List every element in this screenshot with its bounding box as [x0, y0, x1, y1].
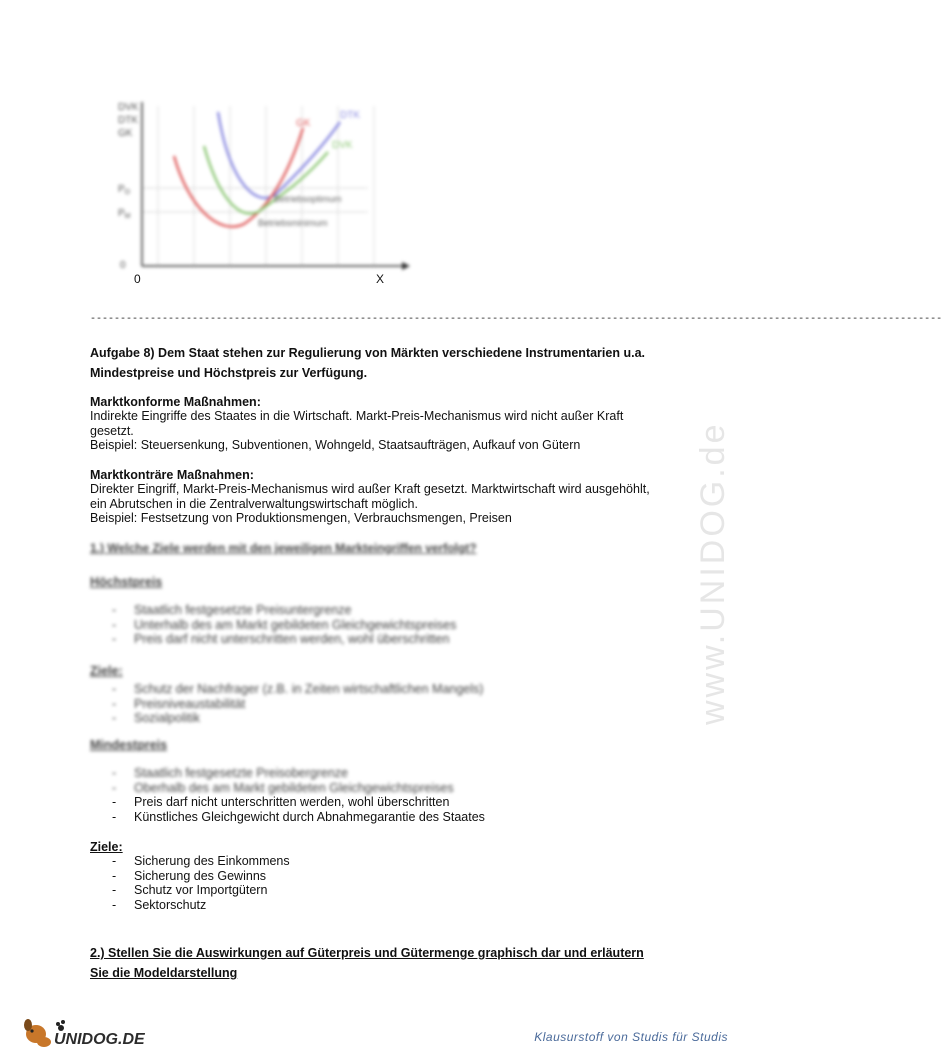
- y-label-dvk: DVK: [118, 102, 139, 113]
- gk-curve-label: GK: [296, 118, 311, 129]
- dog-logo-icon: [22, 1014, 152, 1050]
- ziele-hoechst-heading: Ziele:: [90, 664, 123, 678]
- ziele-mindest-list: [90, 854, 660, 912]
- ziele-mindest-section: [90, 840, 660, 912]
- marktkontraer-heading: Marktkonträre Maßnahmen:: [90, 468, 254, 482]
- unidog-watermark: [694, 270, 734, 730]
- y-label-gk: GK: [118, 128, 133, 139]
- list-item: - Staatlich festgesetzte Preisobergrenze: [90, 766, 660, 781]
- minimum-annotation: Betriebsminimum: [258, 218, 328, 228]
- ziele-hoechst-list: [90, 682, 660, 726]
- hoechstpreis-section: [90, 575, 660, 647]
- list-item: - Preis darf nicht unterschritten werden, wohl überschritten: [90, 795, 660, 810]
- logo-text: UNIDOG.DE: [54, 1031, 145, 1048]
- marktkonform-heading: Marktkonforme Maßnahmen:: [90, 395, 261, 409]
- list-item: - Künstliches Gleichgewicht durch Abnahmegarantie des Staates: [90, 810, 660, 825]
- marktkontraer-text: Direkter Eingriff, Markt-Preis-Mechanismus wird außer Kraft gesetzt. Marktwirtschaft wird ausgehöhlt, ein Abrutschen in die Zentralverwaltungswirtschaft möglich.: [90, 482, 650, 511]
- dtk-curve-label: DTK: [340, 110, 360, 121]
- aufgabe8-title: Aufgabe 8) Dem Staat stehen zur Regulierung von Märkten verschiedene Instrumentarien u.a. Mindestpreise und Höchstpreis zur Verfügung.: [90, 346, 645, 380]
- optimum-annotation: Betriebsoptimum: [274, 194, 342, 204]
- list-item: - Schutz vor Importgütern: [90, 883, 660, 898]
- list-item: - Oberhalb des am Markt gebildeten Gleichgewichtspreises: [90, 781, 660, 796]
- y-zero-label: 0: [120, 260, 126, 271]
- price-label-o: $P_O$: [118, 184, 131, 196]
- list-item: - Unterhalb des am Markt gebildeten Gleichgewichtspreises: [90, 618, 660, 633]
- separator-line: ----------------------------------------------------------------------------------------------------------------------------------------------: [90, 314, 942, 325]
- list-item: - Preisniveaustabilität: [90, 697, 660, 712]
- x-axis-arrow: [402, 262, 410, 270]
- chart-origin-label: 0: [134, 272, 141, 286]
- mindestpreis-section: [90, 738, 660, 824]
- list-item: - Sektorschutz: [90, 898, 660, 913]
- list-item: - Staatlich festgesetzte Preisuntergrenze: [90, 603, 660, 618]
- hoechstpreis-list: [90, 603, 660, 647]
- list-item: - Sozialpolitik: [90, 711, 660, 726]
- mindestpreis-heading: Mindestpreis: [90, 738, 168, 752]
- watermark-text: www.UNIDOG.de: [694, 421, 732, 725]
- ziele-hoechst-section: [90, 664, 660, 726]
- chart-grid: [142, 106, 374, 266]
- mindestpreis-list: [90, 766, 660, 824]
- list-item: - Sicherung des Gewinns: [90, 869, 660, 884]
- unidog-logo[interactable]: [22, 1014, 152, 1050]
- marktkontraer-example: Beispiel: Festsetzung von Produktionsmengen, Verbrauchsmengen, Preisen: [90, 511, 512, 525]
- marktkonform-example: Beispiel: Steuersenkung, Subventionen, Wohngeld, Staatsaufträgen, Aufkauf von Gütern: [90, 438, 581, 452]
- dvk-curve-label: DVK: [332, 140, 353, 151]
- hoechstpreis-heading: Höchstpreis: [90, 575, 163, 589]
- marktkontraer-section: [90, 468, 660, 526]
- question1: 1.) Welche Ziele werden mit den jeweiligen Markteingriffen verfolgt?: [90, 541, 477, 555]
- chart-x-label: X: [376, 272, 385, 286]
- ziele-mindest-heading: Ziele:: [90, 840, 123, 854]
- list-item: - Sicherung des Einkommens: [90, 854, 660, 869]
- list-item: - Preis darf nicht unterschritten werden, wohl überschritten: [90, 632, 660, 647]
- marktkonform-section: [90, 395, 660, 453]
- aufgabe2-title: 2.) Stellen Sie die Auswirkungen auf Güterpreis und Gütermenge graphisch dar und erläutern Sie die Modeldarstellung: [90, 946, 644, 980]
- list-item: - Schutz der Nachfrager (z.B. in Zeiten wirtschaftlichen Mangels): [90, 682, 660, 697]
- footer-tagline: Klausurstoff von Studis für Studis: [534, 1030, 728, 1044]
- price-label-m: $P_M$: [118, 208, 131, 220]
- y-label-dtk: DTK: [118, 115, 138, 126]
- cost-curve-chart: [118, 96, 418, 291]
- marktkonform-text: Indirekte Eingriffe des Staates in die Wirtschaft. Markt-Preis-Mechanismus wird nicht außer Kraft gesetzt.: [90, 409, 624, 438]
